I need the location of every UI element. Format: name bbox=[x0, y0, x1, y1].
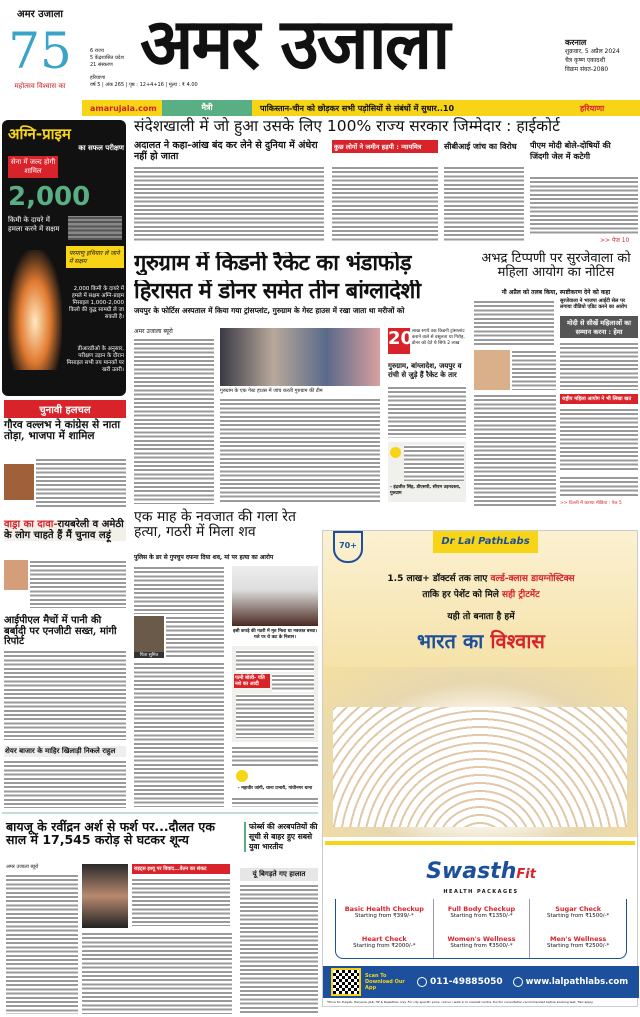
newborn-body-text-4 bbox=[232, 797, 318, 807]
tithi: चैत्र कृष्ण एकादशी bbox=[565, 57, 606, 64]
scan-app-text: Scan To Download Our App bbox=[365, 973, 405, 991]
gaurav-photo bbox=[4, 464, 34, 500]
city: करनाल bbox=[565, 38, 587, 47]
ad-line-3: यही तो बनाता है हमें bbox=[447, 612, 515, 622]
newborn-side-box bbox=[232, 646, 318, 742]
side-box-text-2 bbox=[272, 674, 314, 692]
package-name: Basic Health Checkup bbox=[344, 905, 424, 913]
agni-bottom-note: डीआरडीओ के अनुसार, परीक्षण उड़ान के दौरान मिसाइल सभी तय मानकों पर खरी उतरी। bbox=[66, 346, 124, 373]
bundle-photo-caption: इसी कपड़े की गठरी में मृत मिला था नवजात बच्चा। गले पर थे कट के निशान। bbox=[233, 629, 317, 640]
vadra-body-text bbox=[30, 560, 126, 608]
health-packages-label: HEALTH PACKAGES bbox=[443, 889, 519, 895]
ad-footer-bar bbox=[323, 966, 639, 998]
edition-line: 6 राज्य bbox=[90, 48, 104, 54]
byju-raveendran-photo bbox=[82, 864, 128, 928]
package-item bbox=[336, 929, 433, 959]
package-price: Starting from ₹1500/-* bbox=[546, 913, 610, 919]
ad-big-b: विश्वास bbox=[490, 629, 545, 653]
quote-text bbox=[404, 445, 464, 481]
package-name: Heart Check bbox=[361, 934, 407, 943]
lead-subhead: अदालत ने कहा-आंख बंद कर लेने से दुनिया में अंधेरा नहीं हो जाता bbox=[134, 140, 318, 162]
surjewala-body-text-3 bbox=[474, 394, 556, 506]
lead-box-text bbox=[332, 166, 438, 242]
anniversary-tagline: महोत्सव विश्वास का bbox=[14, 82, 66, 90]
newborn-headline[interactable]: एक माह के नवजात की गला रेत हत्या, गठरी में मिला शव bbox=[134, 509, 297, 540]
ncw-red-box: राष्ट्रीय महिला आयोग ने भी लिखा खत bbox=[560, 394, 638, 404]
lalpathlabs-ad[interactable] bbox=[322, 530, 638, 1007]
newborn-body-text-3 bbox=[134, 662, 224, 807]
share-market-headline[interactable]: शेयर बाजार के माहिर खिलाड़ी निकले राहुल bbox=[4, 746, 126, 757]
newborn-quote-text bbox=[232, 746, 318, 766]
kidney-quote-by: - इंद्रजीत सिंह, डीएसपी, सीएम उड़नदस्ता, गुरुग्राम bbox=[390, 485, 461, 496]
byju-body-text-2 bbox=[82, 932, 232, 1014]
anniversary-badge: 70+ bbox=[333, 531, 363, 563]
ad-line-1b: वर्ल्ड-क्लास डायग्नोस्टिक्स bbox=[490, 574, 575, 584]
ipl-headline[interactable]: आईपीएल मैचों में पानी की बर्बादी पर एनजीटी सख्त, मांगी रिपोर्ट bbox=[4, 615, 117, 647]
election-section-header: चुनावी हलचल bbox=[4, 400, 126, 418]
surjewala-subhead: नौ अप्रैल को तलब किया, स्पष्टीकरण देने को कहा bbox=[501, 289, 611, 296]
edition-line: 5 केंद्रशासित प्रदेश bbox=[90, 55, 124, 61]
package-item bbox=[529, 929, 626, 959]
samvat: विक्रम संवत-2080 bbox=[565, 66, 609, 73]
lead-red-box: कुछ लोगों ने जमीन हड़पी : न्यायमित्र bbox=[332, 140, 438, 153]
ad-line-2b: सही ट्रीटमेंट bbox=[502, 590, 540, 600]
cbi-headline: सीबीआई जांच का विरोध bbox=[444, 142, 517, 151]
kidney-photo-caption: गुरुग्राम के एक गेस्ट हाउस में जांच करती गुरुग्राम की टीम bbox=[220, 388, 323, 394]
side-box-text bbox=[236, 650, 314, 672]
surjewala-page-ref[interactable]: >> दिल्ली में कराया मीडिया : पेज 5 bbox=[560, 501, 622, 506]
state-label: हरियाणा bbox=[90, 75, 106, 81]
ad-line-2a: ताकि हर पेशेंट को मिले bbox=[422, 590, 502, 600]
package-item bbox=[433, 929, 530, 959]
kidney-headline-1[interactable]: गुरुग्राम में किडनी रैकेट का भंडाफोड़ bbox=[134, 252, 411, 276]
agni-range-caption: किमी के दायरे में हमला करने में सक्षम bbox=[8, 216, 60, 233]
site-link[interactable]: amarujala.com bbox=[90, 103, 157, 113]
agni-title: अग्नि-प्राइम bbox=[8, 125, 71, 143]
agni-prime-box bbox=[2, 120, 126, 396]
ad-line-2 bbox=[323, 587, 639, 600]
quote-icon bbox=[390, 447, 401, 458]
agni-red-tag: सेना में जल्द होगी शामिल bbox=[8, 156, 58, 178]
kidney-raid-photo bbox=[220, 328, 380, 386]
gaurav-body-text bbox=[36, 458, 126, 508]
package-price: Starting from ₹3500/-* bbox=[450, 942, 513, 949]
wife-red-box: पत्नी बोली- पति नशे का आदी bbox=[234, 674, 270, 688]
package-item bbox=[529, 899, 626, 929]
divider bbox=[2, 812, 318, 814]
gaurav-vallabh-headline[interactable]: गौरव वल्लभ ने कांग्रेस से नाता तोड़ा, भाजपा में शामिल bbox=[4, 419, 121, 443]
timeline-header: यूं बिगड़ते गए हालात bbox=[240, 868, 318, 881]
surjewala-photo bbox=[474, 350, 510, 390]
modi-body-text bbox=[530, 176, 638, 234]
ad-line-1 bbox=[323, 571, 639, 584]
ad-big-a: भारत का bbox=[417, 629, 491, 653]
byju-box-text bbox=[132, 878, 230, 926]
package-name: Sugar Check bbox=[555, 905, 602, 913]
father-photo-label: पिता सुमित bbox=[134, 652, 164, 658]
logo-small-text: अमर उजाला bbox=[16, 9, 64, 20]
modi-headline: पीएम मोदी बोले-दोषियों की जिंदगी जेल में कटेगी bbox=[530, 141, 611, 161]
lead-page-ref[interactable]: >> पेज 10 bbox=[600, 237, 630, 244]
agni-side-note: 2,000 किमी के दायरे में हमले में सक्षम अग्नि-प्राइम मिसाइल 1,000-2,000 किलो की युद्ध सामग्री ले जा सकती है। bbox=[69, 286, 124, 320]
globe-icon bbox=[513, 977, 523, 987]
byju-byline: अमर उजाला ब्यूरो bbox=[6, 864, 39, 870]
surjewala-headline[interactable]: अभद्र टिप्पणी पर सुरजेवाला को महिला आयोग का नोटिस bbox=[481, 251, 631, 280]
newborn-quote-by: - महावीर जांगी, थाना प्रभारी, गांधीनगर थाना bbox=[237, 786, 313, 791]
agni-range-number: 2,000 bbox=[8, 182, 91, 212]
strip-tag: मैत्री bbox=[162, 100, 252, 116]
ncw-body-text-2 bbox=[560, 476, 638, 498]
agni-subtitle: का सफल परीक्षण bbox=[78, 144, 124, 152]
date-block bbox=[565, 38, 620, 74]
edition-line: 21 संस्करण bbox=[90, 62, 113, 68]
vadra-photo bbox=[4, 560, 28, 590]
newborn-body-text bbox=[134, 566, 224, 614]
kidney-body-text-2 bbox=[220, 398, 380, 504]
missile-launch-image bbox=[8, 250, 62, 370]
region-label: हरियाणा bbox=[580, 103, 605, 113]
package-price: Starting from ₹1350/-* bbox=[450, 913, 513, 919]
quote-icon bbox=[236, 770, 248, 782]
newborn-subhead: पुलिस के डर से गुपचुप दफना दिया शव, मां पर हत्या का आरोप bbox=[134, 554, 274, 561]
lead-headline[interactable]: संदेशखाली में जो हुआ उसके लिए 100% राज्य सरकार जिम्मेदार : हाईकोर्ट bbox=[134, 117, 560, 135]
newborn-body-text-2 bbox=[166, 616, 224, 658]
package-name: Men's Wellness bbox=[550, 934, 607, 943]
package-item bbox=[433, 899, 530, 929]
kidney-body-text bbox=[134, 338, 214, 504]
package-price: Starting from ₹2500/-* bbox=[546, 942, 610, 949]
byju-headline[interactable]: बायजू के रवींद्रन अर्श से फर्श पर...दौलत एक साल में 17,545 करोड़ से घटकर शून्य bbox=[6, 819, 215, 848]
swasthfit-logo bbox=[323, 859, 639, 884]
share-body-text bbox=[4, 760, 126, 808]
kidney-stat-text: लाख रुपये तक किडनी ट्रांसप्लांट कराने वाले से वसूलता था गिरोह, डोनर को देते थे सिर्फ 2 लाख bbox=[412, 329, 465, 346]
top-strip bbox=[82, 100, 640, 116]
ad-line-1a: 1.5 लाख+ डॉक्टर्स तक लाए bbox=[387, 574, 491, 584]
doctors-group-photo bbox=[323, 667, 637, 837]
father-photo bbox=[134, 616, 164, 658]
package-name: Full Body Checkup bbox=[447, 905, 516, 913]
packages-grid bbox=[335, 899, 627, 959]
issue-info: वर्ष 5 | अंक 265 | पृष्ठ : 12+4+16 | मूल्य : ₹ 4.00 bbox=[90, 82, 198, 88]
doctors-crowd bbox=[333, 707, 627, 827]
ad-brand-logo: Dr Lal PathLabs bbox=[433, 531, 538, 553]
fit-text: Fit bbox=[516, 867, 536, 882]
agni-body-text bbox=[68, 216, 122, 240]
ad-divider bbox=[325, 841, 635, 845]
agni-yellow-note: परमाणु हथियार ले जाने में सक्षम bbox=[66, 246, 124, 268]
bundle-photo bbox=[232, 566, 318, 626]
byju-red-box: राइट्स इश्यू पर विवाद...वेतन का संकट bbox=[132, 864, 230, 874]
package-price: Starting from ₹2000/-* bbox=[353, 942, 416, 949]
kidney-quote-box bbox=[388, 442, 466, 502]
ad-disclaimer: *Price for Punjab, Haryana, J&K, HP & Rajasthan only. For city specific price, call us / walk in to nearest centre. Doctor consultation recommended before booking test. T&C apply. bbox=[327, 1000, 594, 1004]
kidney-stat-number: 20 bbox=[388, 328, 410, 354]
ad-phone[interactable]: 011-49885050 bbox=[430, 977, 503, 987]
ncw-body-text bbox=[560, 408, 638, 472]
ad-website[interactable]: www.lalpathlabs.com bbox=[525, 977, 629, 987]
vadra-headline-text: रायबरेली व अमेठी के लोग चाहते हैं मैं चुनाव लड़ूं bbox=[4, 519, 124, 541]
masthead-title: अमर उजाला bbox=[140, 3, 449, 85]
kidney-byline: अमर उजाला ब्यूरो bbox=[134, 328, 173, 335]
ipl-body-text bbox=[4, 650, 126, 740]
surjewala-body-text-2 bbox=[512, 350, 556, 390]
hema-quote-text bbox=[560, 342, 638, 390]
date: शुक्रवार, 5 अप्रैल 2024 bbox=[565, 48, 620, 55]
kidney-subhead: जयपुर के फोर्टिस अस्पताल में किया गया ट्रांसप्लांट, गुरुग्राम के गेस्ट हाउस में रखा जाता था मरीजों को bbox=[134, 306, 405, 315]
strip-headline[interactable]: पाकिस्तान-चीन को छोड़कर सभी पड़ोसियों से संबंधों में सुधार..10 bbox=[260, 103, 455, 113]
kidney-side-headline: गुरुग्राम, बांग्लादेश, जयपुर व रांची से जुड़े हैं रैकेट के तार bbox=[388, 362, 462, 379]
cbi-body-text bbox=[444, 166, 524, 242]
phone-icon bbox=[417, 977, 427, 987]
vadra-headline[interactable] bbox=[4, 520, 126, 541]
kidney-side-text bbox=[388, 386, 466, 438]
qr-code[interactable] bbox=[331, 968, 361, 996]
anniversary-logo bbox=[4, 6, 76, 114]
surjewala-side-head: सुरजेवाला ने भाजपा आईटी सेल पर लगाया वीडियो एडिट करने का आरोप bbox=[560, 298, 627, 310]
package-name: Women's Wellness bbox=[447, 934, 516, 943]
surjewala-body-text bbox=[474, 300, 554, 346]
forbes-headline: फोर्ब्स की अरबपतियों की सूची से बाहर हुए सबसे युवा भारतीय bbox=[244, 822, 318, 852]
swasth-text: Swasth bbox=[426, 859, 517, 884]
anniversary-number: 75 bbox=[8, 22, 72, 80]
lead-body-text bbox=[134, 166, 324, 242]
hema-quote-box: मोदी से सीखें महिलाओं का सम्मान करना : हेमा bbox=[560, 316, 638, 338]
timeline-list bbox=[240, 884, 318, 1014]
ad-big-line bbox=[323, 627, 639, 654]
byju-body-text bbox=[6, 874, 78, 1014]
package-price: Starting from ₹399/-* bbox=[354, 913, 414, 919]
package-item bbox=[336, 899, 433, 929]
kidney-headline-2[interactable]: हिरासत में डोनर समेत तीन बांग्लादेशी bbox=[134, 280, 421, 304]
vadra-red-label: वाड्रा का दावा- bbox=[4, 519, 58, 530]
side-box-text-3 bbox=[236, 694, 314, 738]
